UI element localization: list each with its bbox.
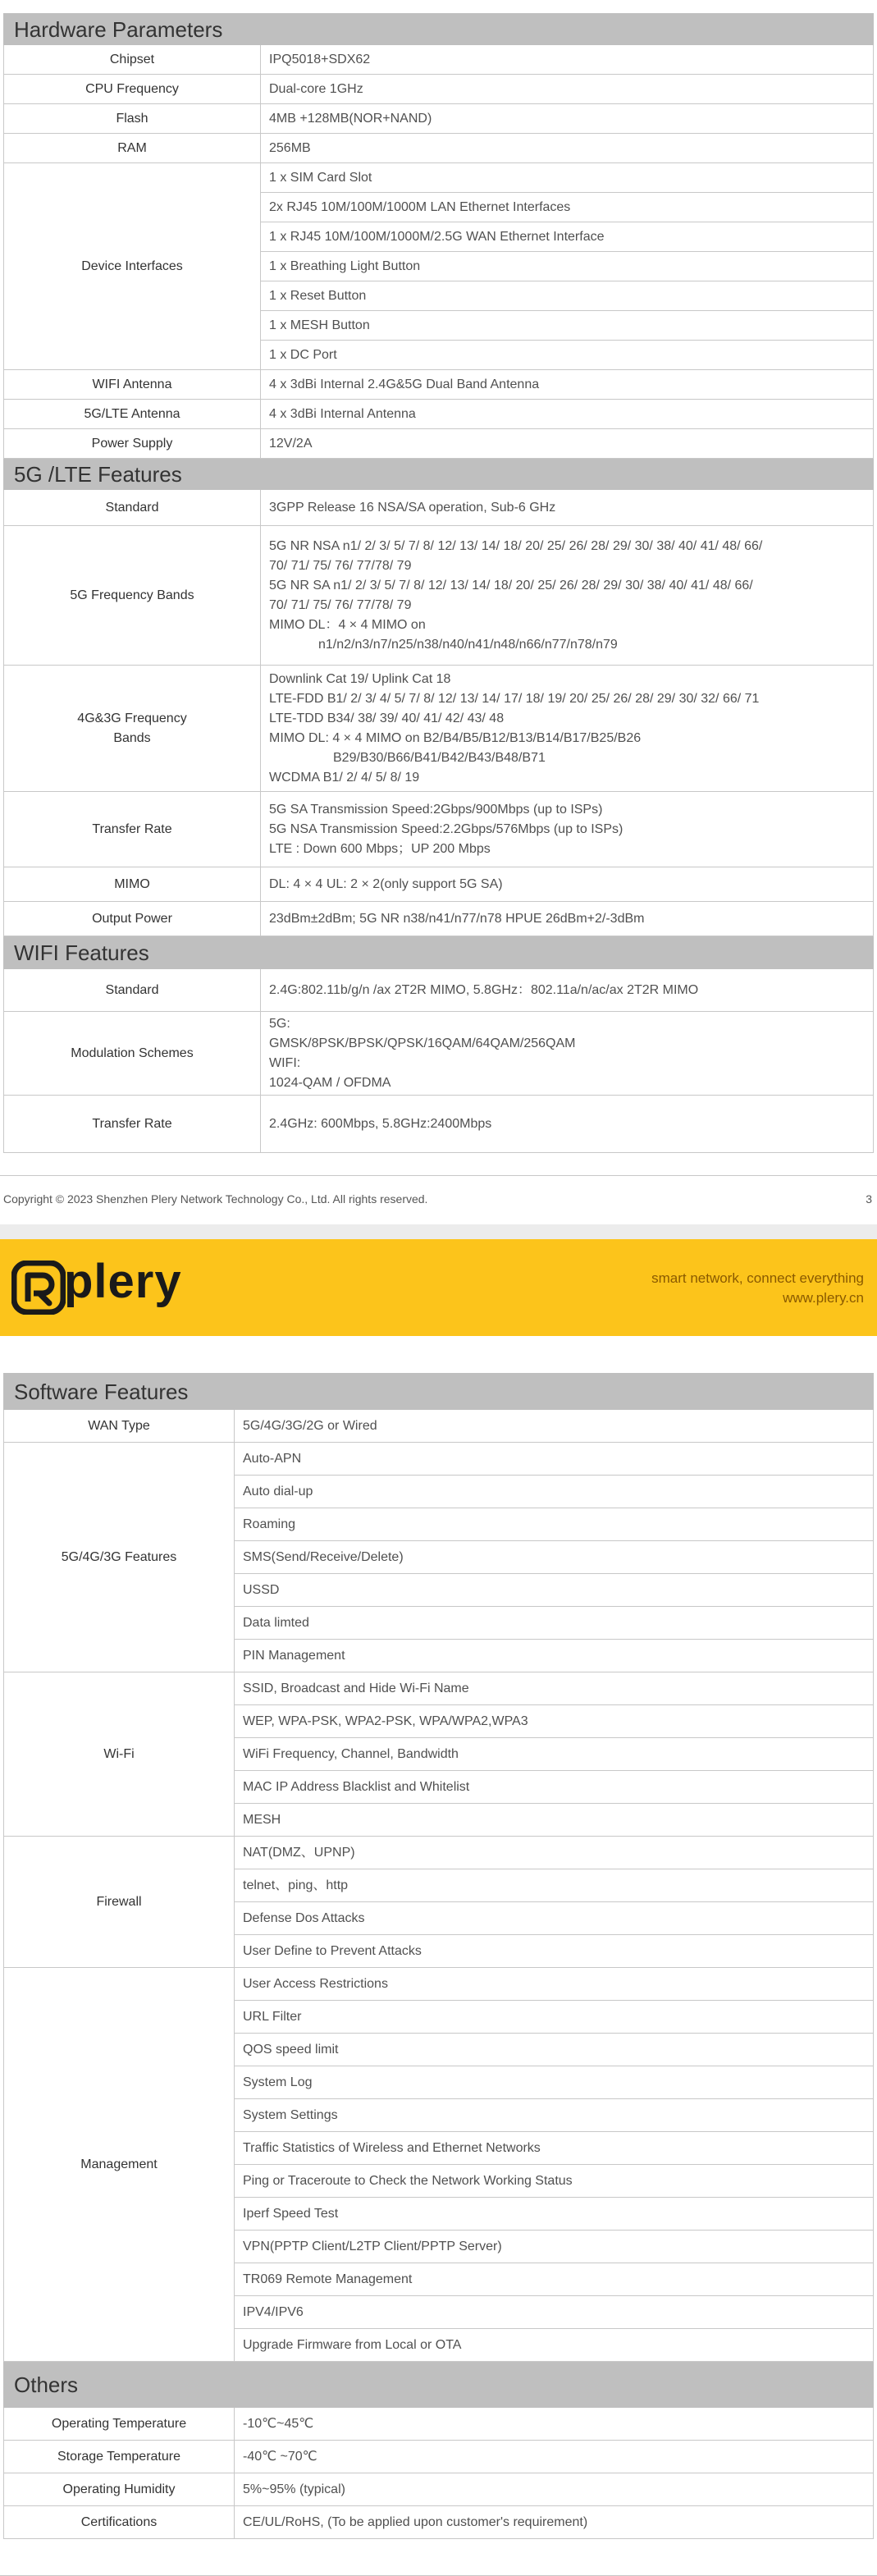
section-hardware: [4, 14, 874, 45]
row-value: 23dBm±2dBm; 5G NR n38/n41/n77/n78 HPUE 26dBm+2/-3dBm: [261, 902, 874, 936]
row-value: 3GPP Release 16 NSA/SA operation, Sub-6 GHz: [261, 490, 874, 526]
row-label: [4, 666, 261, 792]
row-value: IPV4/IPV6: [235, 2296, 874, 2329]
rate-line: LTE : Down 600 Mbps；UP 200 Mbps: [269, 841, 491, 856]
row-humidity: [4, 2473, 874, 2506]
row-mimo: [4, 867, 874, 902]
brand-banner: [0, 1239, 877, 1336]
row-value: Roaming: [235, 1508, 874, 1541]
row-value: 5%~95% (typical): [235, 2473, 874, 2506]
row-label: Firewall: [4, 1837, 235, 1968]
row-value: NAT(DMZ、UPNP): [235, 1837, 874, 1869]
row-label: Modulation Schemes: [4, 1012, 261, 1096]
row-wifi-antenna: [4, 370, 874, 400]
row-value: Upgrade Firmware from Local or OTA: [235, 2329, 874, 2362]
row-value: Auto-APN: [235, 1443, 874, 1476]
row-label: Certifications: [4, 2506, 235, 2539]
row-value: 5G/4G/3G/2G or Wired: [235, 1410, 874, 1443]
band-line: LTE-FDD B1/ 2/ 3/ 4/ 5/ 7/ 8/ 12/ 13/ 14/ 17/ 18/ 19/ 20/ 25/ 26/ 28/ 29/ 30/ 32/ 66/ 71: [269, 691, 760, 706]
row-label: Standard: [4, 490, 261, 526]
row-label: WIFI Antenna: [4, 370, 261, 400]
row-mobile-features: [4, 1443, 874, 1476]
row-lte-standard: [4, 490, 874, 526]
row-value: -40℃ ~70℃: [235, 2441, 874, 2473]
row-value: [261, 1012, 874, 1096]
row-value: IPQ5018+SDX62: [261, 45, 874, 75]
row-value: VPN(PPTP Client/L2TP Client/PPTP Server): [235, 2231, 874, 2263]
row-output-power: [4, 902, 874, 936]
row-management: [4, 1968, 874, 2001]
row-value: Iperf Speed Test: [235, 2198, 874, 2231]
row-flash: [4, 104, 874, 134]
row-label: 5G Frequency Bands: [4, 526, 261, 666]
row-label: Device Interfaces: [4, 163, 261, 370]
row-value: DL: 4 × 4 UL: 2 × 2(only support 5G SA): [261, 867, 874, 902]
row-label: Flash: [4, 104, 261, 134]
footer-divider: [0, 1175, 877, 1176]
row-lte-transfer: [4, 792, 874, 867]
row-value: Dual-core 1GHz: [261, 75, 874, 104]
row-label: RAM: [4, 134, 261, 163]
row-value: USSD: [235, 1574, 874, 1607]
row-value: User Access Restrictions: [235, 1968, 874, 2001]
slogan-text: smart network, connect everything: [651, 1270, 864, 1286]
band-line: 70/ 71/ 75/ 76/ 77/78/ 79: [269, 597, 412, 612]
spec-table-1: [3, 13, 874, 1153]
row-value: [261, 792, 874, 867]
row-value: -10℃~45℃: [235, 2408, 874, 2441]
row-value: WiFi Frequency, Channel, Bandwidth: [235, 1738, 874, 1771]
mod-line: 1024-QAM / OFDMA: [269, 1075, 391, 1090]
band-line: 5G NR SA n1/ 2/ 3/ 5/ 7/ 8/ 12/ 13/ 14/ 18/ 20/ 25/ 26/ 28/ 29/ 30/ 38/ 40/ 41/ 48/ 66/: [269, 578, 753, 593]
row-value: MESH: [235, 1804, 874, 1837]
row-interfaces: [4, 163, 874, 193]
section-lte: [4, 459, 874, 490]
row-value: 12V/2A: [261, 429, 874, 459]
band-line: 70/ 71/ 75/ 76/ 77/78/ 79: [269, 558, 412, 573]
section-wifi: [4, 936, 874, 969]
spec-table-2: [3, 1373, 874, 2539]
row-label: Wi-Fi: [4, 1672, 235, 1837]
page-separator: [0, 1224, 877, 1239]
band-line: B29/B30/B66/B41/B42/B43/B48/B71: [333, 750, 546, 765]
spec-page-4: [0, 1239, 877, 2576]
plery-logo-icon: [11, 1261, 66, 1315]
row-wifi-transfer: [4, 1096, 874, 1153]
label-line: Bands: [113, 730, 151, 745]
section-title: WIFI Features: [4, 936, 874, 969]
row-value: 1 x Reset Button: [261, 281, 874, 311]
row-value: 1 x Breathing Light Button: [261, 252, 874, 281]
section-title: 5G /LTE Features: [4, 459, 874, 490]
row-5g-bands: [4, 526, 874, 666]
rate-line: 5G SA Transmission Speed:2Gbps/900Mbps (up to ISPs): [269, 802, 603, 817]
row-cpu: [4, 75, 874, 104]
row-value: URL Filter: [235, 2001, 874, 2034]
row-wan: [4, 1410, 874, 1443]
row-4g-bands: [4, 666, 874, 792]
row-value: 4 x 3dBi Internal 2.4G&5G Dual Band Antenna: [261, 370, 874, 400]
band-line: MIMO DL: 4 × 4 MIMO on B2/B4/B5/B12/B13/B14/B17/B25/B26: [269, 730, 642, 745]
row-label: WAN Type: [4, 1410, 235, 1443]
section-title: Software Features: [4, 1374, 874, 1410]
mod-line: WIFI:: [269, 1055, 301, 1070]
row-value: WEP, WPA-PSK, WPA2-PSK, WPA/WPA2,WPA3: [235, 1705, 874, 1738]
row-value: Traffic Statistics of Wireless and Ethernet Networks: [235, 2132, 874, 2165]
row-label: Power Supply: [4, 429, 261, 459]
rate-line: 5G NSA Transmission Speed:2.2Gbps/576Mbps (up to ISPs): [269, 821, 623, 836]
row-value: 4 x 3dBi Internal Antenna: [261, 400, 874, 429]
row-lte-antenna: [4, 400, 874, 429]
section-others: [4, 2362, 874, 2408]
band-line: 5G NR NSA n1/ 2/ 3/ 5/ 7/ 8/ 12/ 13/ 14/ 18/ 20/ 25/ 26/ 28/ 29/ 30/ 38/ 40/ 41/ 48/ 66/: [269, 538, 763, 553]
row-firewall: [4, 1837, 874, 1869]
row-value: MAC IP Address Blacklist and Whitelist: [235, 1771, 874, 1804]
brand-logo-text: plery: [64, 1255, 182, 1308]
row-value: [261, 666, 874, 792]
website-text: www.plery.cn: [783, 1290, 864, 1306]
row-value: System Log: [235, 2066, 874, 2099]
band-line: LTE-TDD B34/ 38/ 39/ 40/ 41/ 42/ 43/ 48: [269, 711, 505, 725]
row-value: 1 x MESH Button: [261, 311, 874, 341]
band-line: MIMO DL：4 × 4 MIMO on: [269, 617, 426, 632]
section-title: Others: [4, 2362, 874, 2408]
row-wifi-standard: [4, 969, 874, 1012]
mod-line: GMSK/8PSK/BPSK/QPSK/16QAM/64QAM/256QAM: [269, 1036, 576, 1050]
row-value: 1 x RJ45 10M/100M/1000M/2.5G WAN Ethernet Interface: [261, 222, 874, 252]
row-label: Operating Humidity: [4, 2473, 235, 2506]
section-software: [4, 1374, 874, 1410]
row-value: System Settings: [235, 2099, 874, 2132]
band-line: Downlink Cat 19/ Uplink Cat 18: [269, 671, 451, 686]
row-value: 1 x SIM Card Slot: [261, 163, 874, 193]
row-label: 5G/4G/3G Features: [4, 1443, 235, 1672]
row-label: Management: [4, 1968, 235, 2362]
row-label: CPU Frequency: [4, 75, 261, 104]
row-chipset: [4, 45, 874, 75]
band-line: WCDMA B1/ 2/ 4/ 5/ 8/ 19: [269, 770, 420, 785]
row-value: [261, 526, 874, 666]
spec-page-3: [0, 0, 877, 1224]
row-label: Transfer Rate: [4, 1096, 261, 1153]
label-line: 4G&3G Frequency: [77, 711, 187, 725]
row-power: [4, 429, 874, 459]
row-value: 2.4GHz: 600Mbps, 5.8GHz:2400Mbps: [261, 1096, 874, 1153]
copyright-text: Copyright © 2023 Shenzhen Plery Network Technology Co., Ltd. All rights reserved.: [3, 1192, 428, 1206]
row-label: Chipset: [4, 45, 261, 75]
row-modulation: [4, 1012, 874, 1096]
row-label: Operating Temperature: [4, 2408, 235, 2441]
row-value: 2x RJ45 10M/100M/1000M LAN Ethernet Interfaces: [261, 193, 874, 222]
row-value: Data limted: [235, 1607, 874, 1640]
row-ram: [4, 134, 874, 163]
row-value: CE/UL/RoHS, (To be applied upon customer's requirement): [235, 2506, 874, 2539]
row-storage-temp: [4, 2441, 874, 2473]
band-line: n1/n2/n3/n7/n25/n38/n40/n41/n48/n66/n77/n78/n79: [318, 637, 618, 652]
row-label: MIMO: [4, 867, 261, 902]
section-title: Hardware Parameters: [4, 14, 874, 45]
row-value: PIN Management: [235, 1640, 874, 1672]
row-value: 256MB: [261, 134, 874, 163]
row-wifi-features: [4, 1672, 874, 1705]
row-label: 5G/LTE Antenna: [4, 400, 261, 429]
brand-slogan: [651, 1269, 864, 1308]
row-value: Auto dial-up: [235, 1476, 874, 1508]
row-value: telnet、ping、http: [235, 1869, 874, 1902]
row-value: 2.4G:802.11b/g/n /ax 2T2R MIMO, 5.8GHz：802.11a/n/ac/ax 2T2R MIMO: [261, 969, 874, 1012]
row-value: SMS(Send/Receive/Delete): [235, 1541, 874, 1574]
row-label: Transfer Rate: [4, 792, 261, 867]
row-label: Standard: [4, 969, 261, 1012]
row-value: Ping or Traceroute to Check the Network Working Status: [235, 2165, 874, 2198]
row-label: Output Power: [4, 902, 261, 936]
row-value: User Define to Prevent Attacks: [235, 1935, 874, 1968]
row-value: 4MB +128MB(NOR+NAND): [261, 104, 874, 134]
row-label: Storage Temperature: [4, 2441, 235, 2473]
row-value: SSID, Broadcast and Hide Wi-Fi Name: [235, 1672, 874, 1705]
row-value: QOS speed limit: [235, 2034, 874, 2066]
row-value: Defense Dos Attacks: [235, 1902, 874, 1935]
page-number: 3: [866, 1192, 872, 1206]
row-value: 1 x DC Port: [261, 341, 874, 370]
row-op-temp: [4, 2408, 874, 2441]
mod-line: 5G:: [269, 1016, 290, 1031]
row-certifications: [4, 2506, 874, 2539]
row-value: TR069 Remote Management: [235, 2263, 874, 2296]
